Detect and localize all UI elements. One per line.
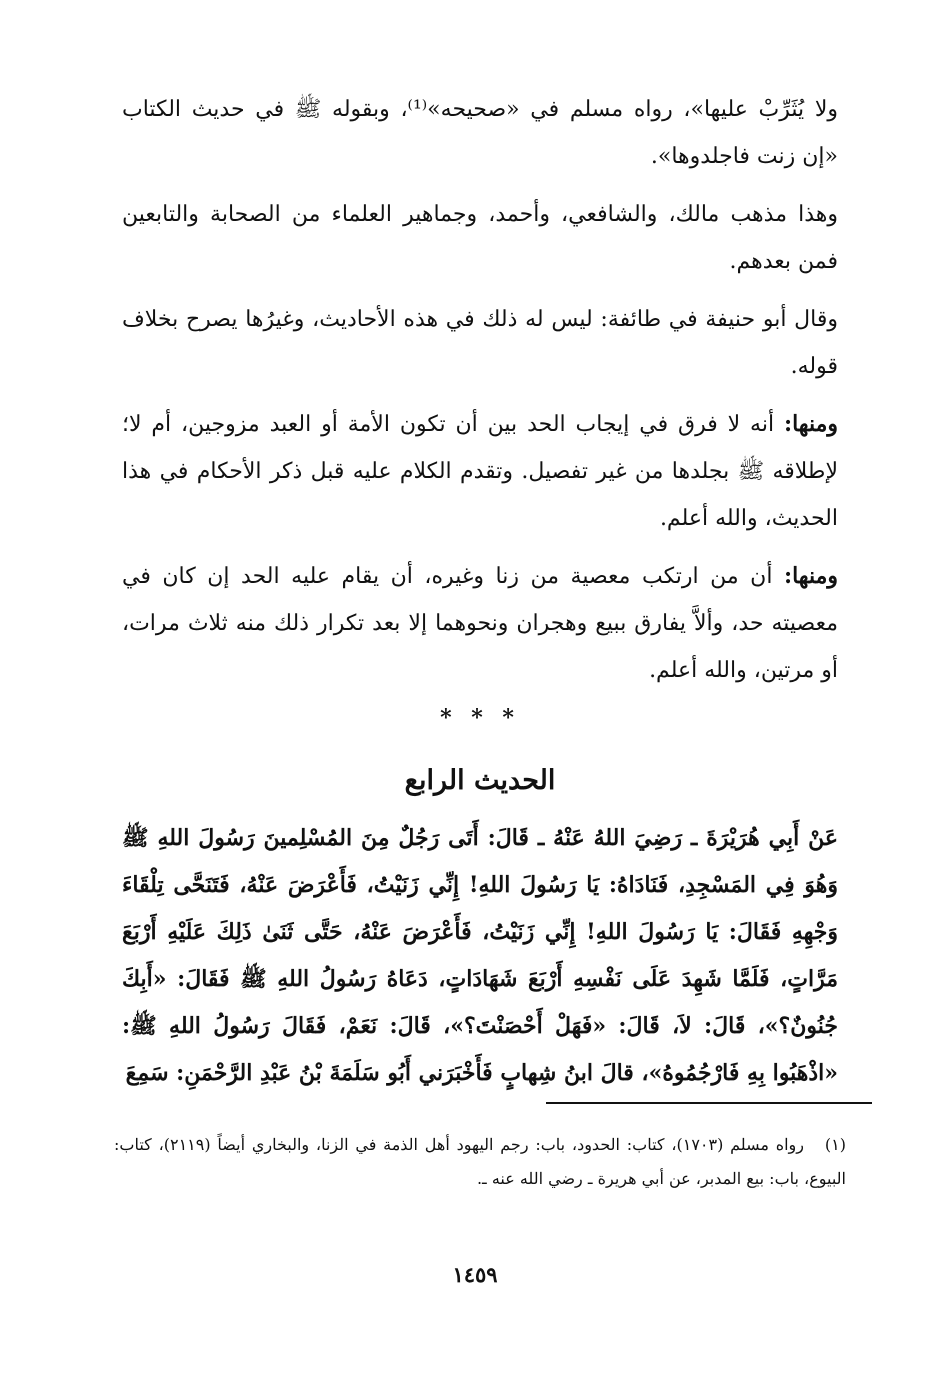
paragraph-4 bbox=[122, 401, 838, 542]
paragraph-2-text: وهذا مذهب مالك، والشافعي، وأحمد، وجماهير العلماء من الصحابة والتابعين فمن بعدهم. bbox=[122, 202, 838, 274]
page-number: ١٤٥٩ bbox=[452, 1262, 498, 1287]
footnote-divider bbox=[546, 1102, 872, 1104]
paragraph-2 bbox=[122, 191, 838, 285]
section-separator: * * * bbox=[440, 705, 520, 731]
main-text bbox=[122, 86, 838, 1097]
paragraph-5-lead: ومنها: bbox=[783, 563, 838, 589]
paragraph-1-text: ولا يُثَرِّبْ عليها»، رواه مسلم في «صحيحه»⁽¹⁾، وبقوله ﷺ في حديث الكتاب «إن زنت فاجلدوها». bbox=[122, 97, 838, 169]
paragraph-5 bbox=[122, 553, 838, 694]
paragraph-3 bbox=[122, 296, 838, 390]
section-title: الحديث الرابع bbox=[404, 765, 556, 796]
paragraph-4-lead: ومنها: bbox=[783, 411, 838, 437]
footnote-number: (١) bbox=[824, 1135, 846, 1154]
hadith-text: عَنْ أَبِي هُرَيْرَةَ ـ رَضِيَ اللهُ عَنْهُ ـ قَالَ: أَتَى رَجُلٌ مِنَ المُسْلِمينَ رَسُولَ اللهِ ﷺ وَهُوَ فِي المَسْجِدِ، فَنَادَاهُ: يَا رَسُولَ اللهِ! إِنِّي زَنَيْتُ، فَأَعْرَضَ عَنْهُ، فَتَنَحَّى تِلْقَاءَ وَجْهِهِ فَقَالَ: يَا رَسُولَ اللهِ! إِنِّي زَنَيْتُ، فَأَعْرَضَ عَنْهُ، حَتَّى ثَنَىٰ ذَلِكَ عَلَيْهِ أَرْبَعَ مَرَّاتٍ، فَلَمَّا شَهِدَ عَلَى نَفْسِهِ أَرْبَعَ شَهَادَاتٍ، دَعَاهُ رَسُولُ اللهِ ﷺ فَقَالَ: «أَبِكَ جُنُونٌ؟»، قَالَ: لاَ، قَالَ: «فَهَلْ أَحْصَنْتَ؟»، قَالَ: نَعَمْ، فَقَالَ رَسُولُ اللهِ ﷺ: «اذْهَبُوا بِهِ فَارْجُمُوهُ»، قالَ ابنُ شِهابٍ فَأَخْبَرَني أَبُو سَلَمَةَ بْنُ عَبْدِ الرَّحْمَنِ: سَمِعَ bbox=[122, 825, 838, 1086]
paragraph-1 bbox=[122, 86, 838, 180]
footnote-text: رواه مسلم (١٧٠٣)، كتاب: الحدود، باب: رجم اليهود أهل الذمة في الزنا، والبخاري أيضاً (٢١١٩)، كتاب: البيوع، باب: بيع المدبر، عن أبي هريرة ـ رضي الله عنه ـ. bbox=[114, 1135, 846, 1188]
paragraph-3-text: وقال أبو حنيفة في طائفة: ليس له ذلك في هذه الأحاديث، وغيرُها يصرح بخلاف قوله. bbox=[122, 307, 838, 379]
paragraph-5-text: أن من ارتكب معصية من زنا وغيره، أن يقام عليه الحد إن كان في معصيته حد، وألاَّ يفارق ببيع وهجران ونحوهما إلا بعد تكرار ذلك منه ثلاث مرات، أو مرتين، والله أعلم. bbox=[122, 564, 838, 683]
paragraph-4-text: أنه لا فرق في إيجاب الحد بين أن تكون الأمة أو العبد مزوجين، أم لا؛ لإطلاقه ﷺ بجلدها من غير تفصيل. وتقدم الكلام عليه قبل ذكر الأحكام في هذا الحديث، والله أعلم. bbox=[122, 412, 838, 531]
footnote bbox=[114, 1128, 846, 1196]
